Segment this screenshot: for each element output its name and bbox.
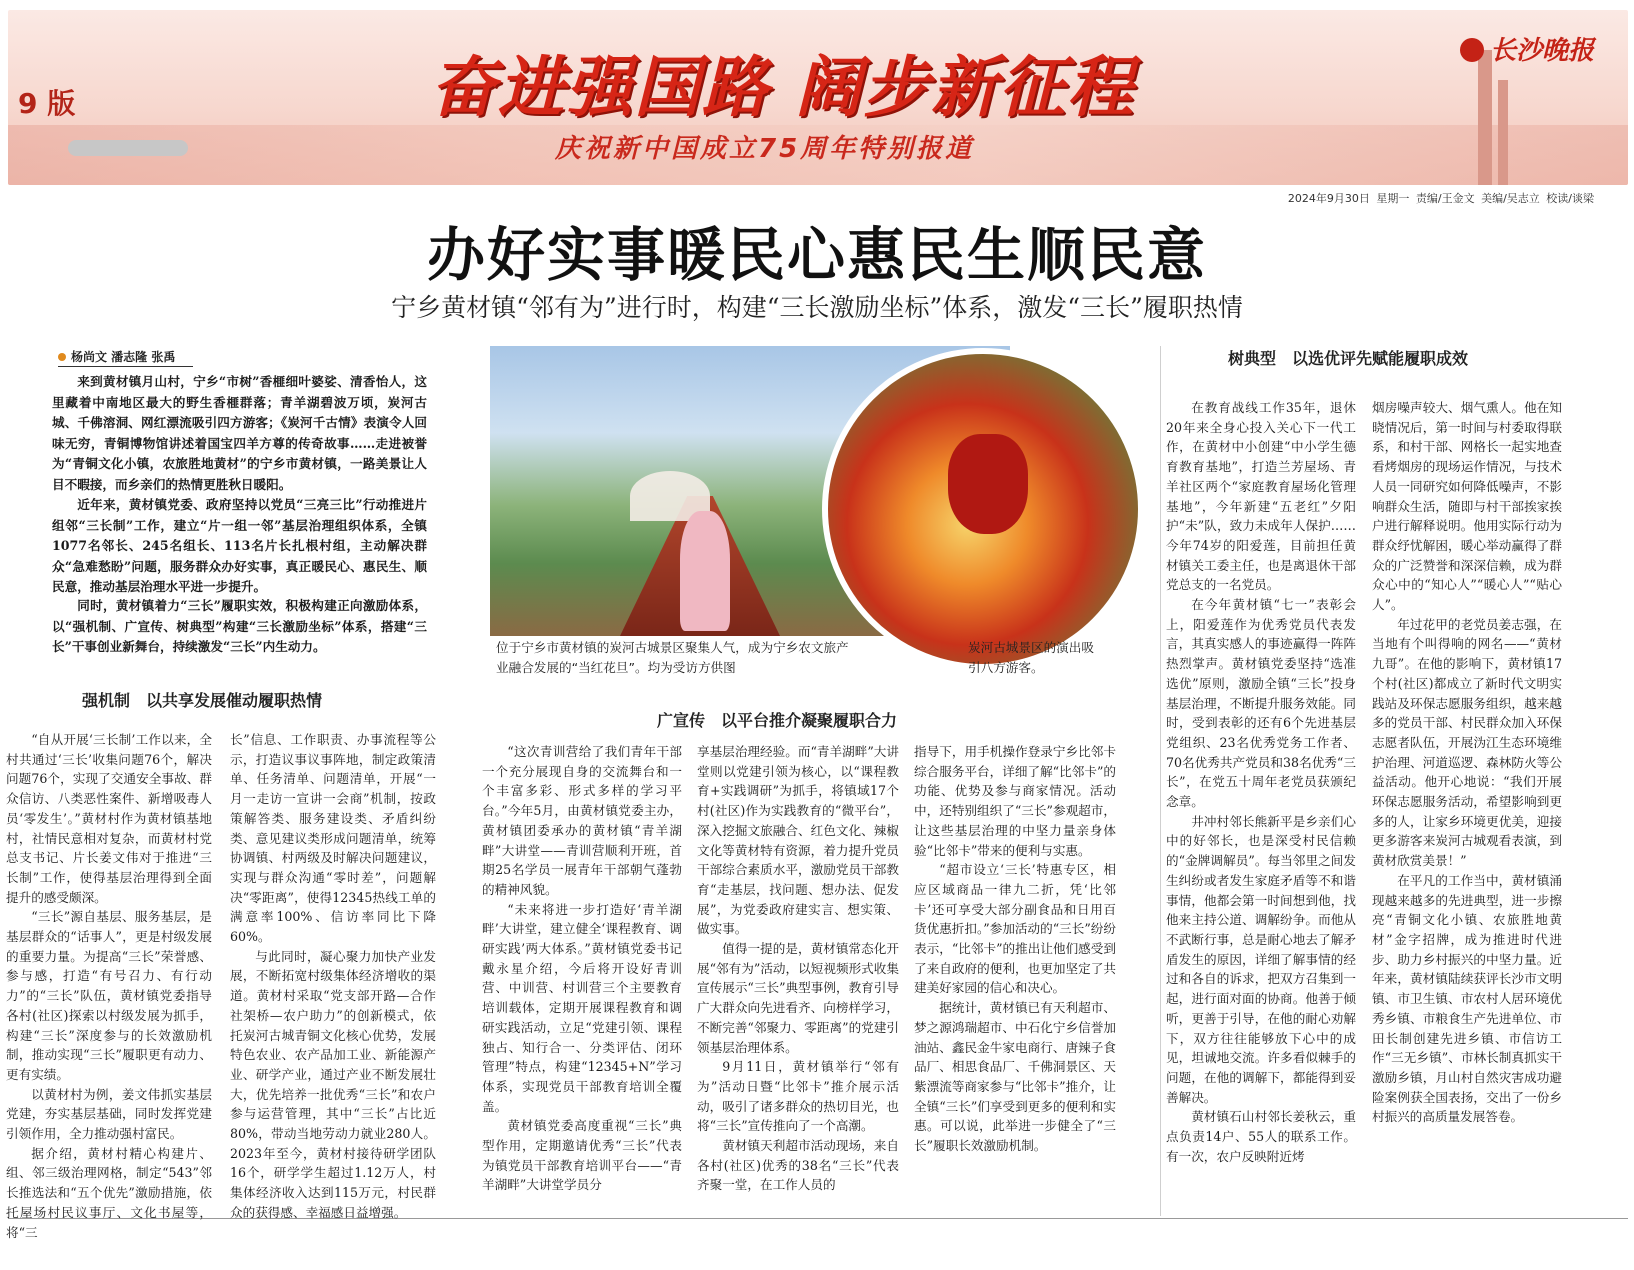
circle-photo-caption: 炭河古城景区的演出吸引八方游客。 [968, 640, 1094, 675]
paragraph: “这次青训营给了我们青年干部一个充分展现自身的交流舞台和一个丰富多彩、形式多样的学习平台。”今年5月，由黄材镇党委主办，黄材镇团委承办的黄材镇“青羊湖畔”大讲堂——青训营顺利开班，首期25名学员一展青年干部朝气蓬勃的精神风貌。 [482, 744, 682, 897]
byline-rule [58, 366, 193, 367]
paragraph: 值得一提的是，黄材镇常态化开展“邻有为”活动，以短视频形式收集宣传展示“三长”典型事例，教育引导广大群众向先进看齐、向榜样学习，不断完善“邻聚力、零距离”的党建引领基层治理体系。 [697, 941, 899, 1055]
paragraph: “自从开展‘三长制’工作以来，全村共通过‘三长’收集问题76个，解决问题76个，实现了交通安全事故、群众信访、八类恶性案件、新增吸毒人员‘零发生’。”黄材村作为黄材镇基地村，社情民意相对复杂，而黄材村党总支书记、片长姜文伟对于推进“三长制”工作，使得基层治理得到全面提升的感受颇深。 [6, 732, 212, 905]
lead-paragraph: 来到黄材镇月山村，宁乡“市树”香榧细叶婆娑、清香怡人，这里藏着中南地区最大的野生香榧群落；青羊湖碧波万顷，炭河古城、千佛溶洞、网红漂流吸引四方游客；《炭河千古情》表演令人回味无穷，青铜博物馆讲述着国宝四羊方尊的传奇故事……走进被誉为“青铜文化小镇，农旅胜地黄材”的宁乡市黄材镇，一路美景让人目不暇接，而乡亲们的热情更胜秋日暖阳。 [52, 374, 427, 492]
banner-subslogan: 庆祝新中国成立75周年特别报道 [555, 134, 975, 164]
logo-text: 长沙晚报 [1489, 36, 1594, 66]
article-column-6 [1166, 398, 1356, 1166]
paragraph: 享基层治理经验。而“青羊湖畔”大讲堂则以党建引领为核心，以“课程教育+实践调研”为抓手，将镇域17个村(社区)作为实践教育的“微平台”，深入挖掘文旅融合、红色文化、辣椒文化等黄材特有资源，着力提升党员干部综合素质水平，激励党员干部教育“走基层，找问题、想办法、促发展”，为党委政府建实言、想实策、做实事。 [697, 744, 899, 937]
paragraph: 年过花甲的老党员姜志强，在当地有个叫得响的网名——“黄材九哥”。在他的影响下，黄材镇17个村(社区)都成立了新时代文明实践站及环保志愿服务组织，越来越多的党员干部、村民群众加入环保志愿者队伍，开展沩江生态环境维护治理、河道巡逻、森林防火等公益活动。他开心地说：“我们开展环保志愿服务活动，希望影响到更多的人，让家乡环境更优美，迎接更多游客来炭河古城观看表演，到黄材欣赏美景！” [1372, 616, 1562, 869]
article-column-5 [914, 742, 1116, 1156]
byline-text: 杨尚文 潘志隆 张禹 [71, 350, 176, 364]
paragraph: “未来将进一步打造好‘青羊湖畔’大讲堂，建立健全‘课程教育、调研实践’两大体系。”黄材镇党委书记戴永星介绍，今后将开设好青训营、中训营、村训营三个主要教育培训载体，定期开展课程教育和调研实践活动，立足“党建引领、课程独占、知行合一、分类评估、闭环管理”特点，构建“12345+N”学习体系，实现党员干部教育培训全覆盖。 [482, 901, 682, 1114]
section-head-publicity: 广宣传 以平台推介凝聚履职合力 [657, 711, 898, 730]
banner-tower [1498, 80, 1508, 185]
article-column-4 [697, 742, 899, 1195]
paragraph: 在平凡的工作当中，黄材镇涌现越来越多的先进典型，进一步擦亮“青铜文化小镇、农旅胜地黄材”金字招牌，成为推进时代进步、助力乡村振兴的中坚力量。近年来，黄材镇陆续获评长沙市文明镇、市卫生镇、市农村人居环境优秀乡镇、市粮食生产先进单位、市田长制创建先进乡镇、市信访工作“三无乡镇”、市林长制真抓实干激励乡镇，月山村自然灾害成功避险案例获全国表扬，交出了一份乡村振兴的高质量发展答卷。 [1372, 872, 1562, 1125]
paragraph: 黄材镇党委高度重视“三长”典型作用，定期邀请优秀“三长”代表为镇党员干部教育培训平台——“青羊湖畔”大讲堂学员分 [482, 1118, 682, 1193]
issue-meta: 2024年9月30日 星期一 责编/王金文 美编/吴志立 校读/谈梁 [1287, 192, 1594, 205]
paragraph: “三长”源自基层、服务基层，是基层群众的“话事人”，更是村级发展的重要力量。为提高“三长”荣誉感、参与感，打造“有号召力、有行动力”的“三长”队伍，黄材镇党委指导各村(社区)探索以村级发展为抓手，构建“三长”深度参与的长效激励机制，推动实现“三长”履职更有动力、更有实绩。 [6, 909, 212, 1082]
paragraph: 黄材镇天利超市活动现场，来自各村(社区)优秀的38名“三长”代表齐聚一堂，在工作人员的 [697, 1138, 899, 1193]
article-column-3 [482, 742, 682, 1195]
paragraph: 烟房噪声较大、烟气熏人。他在知晓情况后，第一时间与村委取得联系，和村干部、网格长一起实地查看烤烟房的现场运作情况，与技术人员一同研究如何降低噪声，不影响群众生活，随即与村干部挨家挨户进行解释说明。他用实际行动为群众纾忧解困，暖心举动赢得了群众的广泛赞誉和深深信赖，成为群众心中的“知心人”“暖心人”“贴心人”。 [1372, 400, 1562, 613]
logo-icon [1460, 38, 1484, 62]
photo-caption: 位于宁乡市黄材镇的炭河古城景区聚集人气，成为宁乡农文旅产业融合发展的“当红花旦”。均为受访方供图 [496, 640, 849, 675]
paragraph: 井冲村邻长熊新平是乡亲们心中的好邻长，也是深受村民信赖的“金牌调解员”。每当邻里之间发生纠纷或者发生家庭矛盾等不和谐事情，他都会第一时间想到他，找他来主持公道、调解纷争。而他从不武断行事，总是耐心地去了解矛盾发生的原因，详细了解事情的经过和各自的诉求，把双方召集到一起，进行面对面的协商。他善于倾听，更善于引导，在他的耐心劝解下，双方往往能够放下心中的成见，坦诚地交流。许多看似棘手的问题，在他的调解下，都能得到妥善解决。 [1166, 813, 1356, 1105]
newspaper-logo [1460, 30, 1594, 67]
banner-train [68, 140, 188, 156]
subheadline: 宁乡黄材镇“邻有为”进行时，构建“三长激励坐标”体系，激发“三长”履职热情 [391, 293, 1243, 322]
photo-performance-circle [822, 348, 1144, 670]
paragraph: 9月11日，黄材镇举行“邻有为”活动日暨“比邻卡”推介展示活动，吸引了诸多群众的热切目光，也将“三长”宣传推向了一个高潮。 [697, 1059, 899, 1134]
article-column-2 [230, 730, 436, 1223]
photo-performer-shape [948, 434, 1028, 534]
paragraph: 长”信息、工作职责、办事流程等公示，打造议事议事阵地，制定政策清单、任务清单、问题清单，开展“一月一走访一宣讲一会商”机制，按政策解答类、服务建设类、矛盾纠纷类、意见建议类形成问题清单，统筹协调镇、村两级及时解决问题建议，实现与群众沟通“零时差”，问题解决“零距离”，使得12345热线工单的满意率100%、信访率同比下降60%。 [230, 732, 436, 945]
byline-bullet-icon [58, 353, 66, 361]
banner-slogan: 奋进强国路 阔步新征程 [430, 49, 1135, 126]
paragraph: 在今年黄材镇“七一”表彰会上，阳爱莲作为优秀党员代表发言，其真实感人的事迹赢得一阵阵热烈掌声。黄材镇党委坚持“选准选优”原则，激励全镇“三长”投身基层治理，不断提升服务效能。同时，受到表彰的还有6个先进基层党组织、23名优秀党务工作者、70名优秀共产党员和38名优秀“三长”，在党五十周年老党员获颁纪念章。 [1166, 597, 1356, 810]
photo-figure-shape [680, 511, 730, 631]
article-column-1 [6, 730, 212, 1242]
page-number: 9 版 [18, 87, 76, 120]
paragraph: 在教育战线工作35年，退休20年来全身心投入关心下一代工作，在黄材中小创建“中小学生德育教育基地”，打造兰芳屋场、青羊社区两个“家庭教育屋场化管理基地”，今年新建“五老红”夕阳护“未”队，致力未成年人保护……今年74岁的阳爱莲，目前担任黄材镇关工委主任，也是离退休干部党总支的一名党员。 [1166, 400, 1356, 593]
column-divider [1160, 346, 1161, 1216]
article-column-7 [1372, 398, 1562, 1127]
byline [58, 348, 175, 365]
paragraph: 以黄材村为例，姜文伟抓实基层党建，夯实基层基础，同时发挥党建引领作用，全力推动强村富民。 [6, 1086, 212, 1142]
section-head-models: 树典型 以选优评先赋能履职成效 [1228, 349, 1469, 368]
section-head-mechanism: 强机制 以共享发展催动履职热情 [82, 691, 323, 710]
paragraph: 黄材镇石山村邻长姜秋云，重点负责14户、55人的联系工作。有一次，农户反映附近烤 [1166, 1109, 1356, 1164]
banner-tower [1478, 50, 1492, 185]
lead-paragraph: 近年来，黄材镇党委、政府坚持以党员“三亮三比”行动推进片组邻“三长制”工作，建立“片一组一邻”基层治理组织体系，全镇1077名邻长、245名组长、113名片长扎根村组，主动解决群众“急难愁盼”问题，服务群众办好实事，真正暖民心、惠民生、顺民意，推动基层治理水平进一步提升。 [52, 497, 427, 594]
paragraph: “超市设立‘三长’特惠专区，相应区域商品一律九二折，凭‘比邻卡’还可享受大部分副食品和日用百货优惠折扣。”参加活动的“三长”纷纷表示，“比邻卡”的推出让他们感受到了来自政府的便利，也更加坚定了共建美好家园的信心和决心。 [914, 862, 1116, 996]
paragraph: 据介绍，黄材村精心构建片、组、邻三级治理网格，制定“543”邻长推选法和“五个优先”激励措施，依托屋场村民议事厅、文化书屋等，将“三 [6, 1145, 212, 1240]
paragraph: 指导下，用手机操作登录宁乡比邻卡综合服务平台，详细了解“比邻卡”的功能、优势及参与商家情况。活动中，还特别组织了“三长”参观超市，让这些基层治理的中坚力量亲身体验“比邻卡”带来的便利与实惠。 [914, 744, 1116, 858]
paragraph: 与此同时，凝心聚力加快产业发展，不断拓宽村级集体经济增收的渠道。黄材村采取“党支部开路—合作社架桥—农户助力”的创新模式，依托炭河古城青铜文化核心优势，发展特色农业、农产品加工业、新能源产业、研学产业，通过产业不断发展壮大，优先培养一批优秀“三长”和农户参与运营管理，其中“三长”占比近80%，带动当地劳动力就业280人。2023年至今，黄材村接待研学团队16个，研学学生超过1.12万人，村集体经济收入达到115万元，村民群众的获得感、幸福感日益增强。 [230, 948, 436, 1220]
paragraph: 据统计，黄材镇已有天利超市、梦之源鸿瑞超市、中石化宁乡信誉加油站、鑫民金牛家电商行、唐辣子食品厂、相思食品厂、千佛洞景区、天紫漂流等商家参与“比邻卡”推介，让全镇“三长”们享受到更多的便利和实惠。可以说，此举进一步健全了“三长”履职长效激励机制。 [914, 1000, 1116, 1154]
lead-paragraph: 同时，黄材镇着力“三长”履职实效，积极构建正向激励体系，以“强机制、广宣传、树典型”构建“三长激励坐标”体系，搭建“三长”干事创业新舞台，持续激发“三长”内生动力。 [52, 598, 427, 654]
headline: 办好实事暖民心惠民生顺民意 [426, 221, 1207, 289]
